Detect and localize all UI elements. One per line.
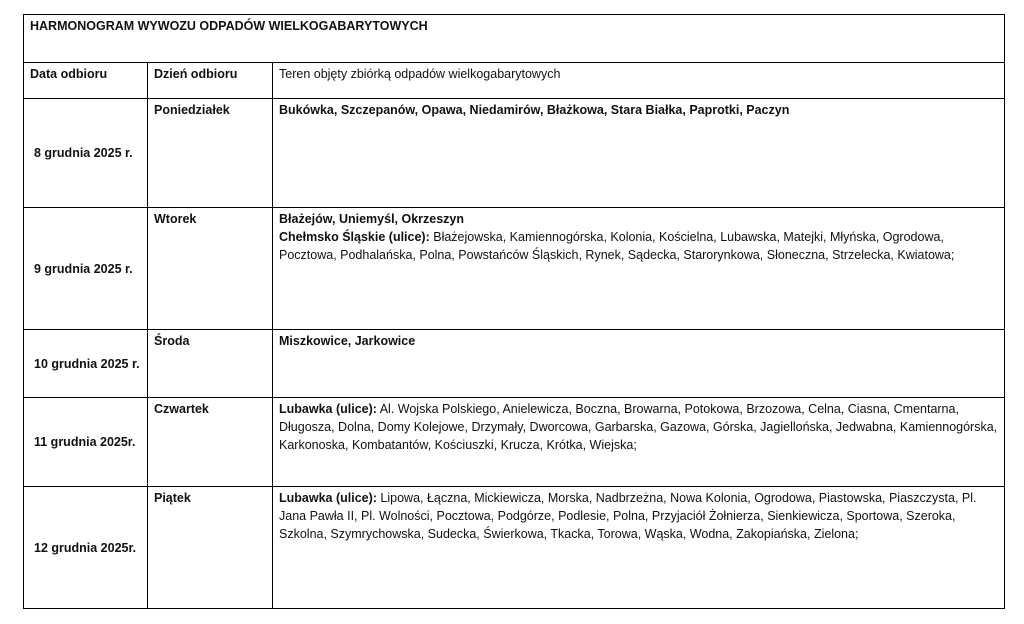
- row-day: Piątek: [148, 487, 273, 609]
- area-street-list: Lipowa, Łączna, Mickiewicza, Morska, Nadbrzeżna, Nowa Kolonia, Ogrodowa, Piastowska, Piaszczysta, Pl. Jana Pawła II, Pl. Wolności, Pocztowa, Podgórze, Podlesie, Polna, Przyjaciół Żołnierza, Sienkiewicza, Sportowa, Szeroka, Szkolna, Szymrychowska, Sudecka, Świerkowa, Tkacka, Torowa, Wąska, Wodna, Zakopiańska, Zielona;: [279, 491, 977, 541]
- row-area: [273, 487, 1005, 609]
- area-villages: Błażejów, Uniemyśl, Okrzeszyn: [279, 212, 465, 226]
- title-row: [24, 15, 1005, 63]
- table-row: [24, 208, 1005, 330]
- area-streets: [279, 489, 998, 543]
- header-day: Dzień odbioru: [148, 63, 273, 99]
- row-area: [273, 99, 1005, 208]
- area-town-prefix: Lubawka (ulice):: [279, 491, 377, 505]
- row-date: 12 grudnia 2025r.: [24, 487, 148, 609]
- area-street-list: Al. Wojska Polskiego, Anielewicza, Boczna, Browarna, Potokowa, Brzozowa, Celna, Ciasna, Cmentarna, Długosza, Dolna, Domy Kolejowe, Drzymały, Dworcowa, Garbarska, Gazowa, Górska, Jagiellońska, Jedwabna, Kamiennogórska, Karkonoska, Kombatantów, Kościuszki, Krucza, Krótka, Wiejska;: [279, 402, 998, 452]
- row-day: Czwartek: [148, 398, 273, 487]
- row-date: 11 grudnia 2025r.: [24, 398, 148, 487]
- header-date: Data odbioru: [24, 63, 148, 99]
- row-area: [273, 208, 1005, 330]
- row-day: Poniedziałek: [148, 99, 273, 208]
- row-date: 10 grudnia 2025 r.: [24, 330, 148, 398]
- area-villages: Bukówka, Szczepanów, Opawa, Niedamirów, Błażkowa, Stara Białka, Paprotki, Paczyn: [279, 103, 790, 117]
- area-streets: [279, 228, 998, 264]
- header-area: Teren objęty zbiórką odpadów wielkogabarytowych: [273, 63, 1005, 99]
- row-area: [273, 330, 1005, 398]
- table-row: [24, 487, 1005, 609]
- area-town-prefix: Lubawka (ulice):: [279, 402, 377, 416]
- header-row: [24, 63, 1005, 99]
- document-title: HARMONOGRAM WYWOZU ODPADÓW WIELKOGABARYTOWYCH: [24, 15, 1005, 63]
- row-date: 8 grudnia 2025 r.: [24, 99, 148, 208]
- area-street-list: Błażejowska, Kamiennogórska, Kolonia, Kościelna, Lubawska, Matejki, Młyńska, Ogrodowa, Pocztowa, Podhalańska, Polna, Powstańców Śląskich, Rynek, Sądecka, Starorynkowa, Słoneczna, Strzelecka, Kwiatowa;: [279, 230, 955, 262]
- row-area: [273, 398, 1005, 487]
- table-row: [24, 398, 1005, 487]
- row-day: Środa: [148, 330, 273, 398]
- area-town-prefix: Chełmsko Śląskie (ulice):: [279, 230, 430, 244]
- area-streets: [279, 400, 998, 454]
- schedule-table: [23, 14, 1005, 609]
- area-villages: Miszkowice, Jarkowice: [279, 334, 416, 348]
- row-day: Wtorek: [148, 208, 273, 330]
- table-row: [24, 330, 1005, 398]
- table-row: [24, 99, 1005, 208]
- row-date: 9 grudnia 2025 r.: [24, 208, 148, 330]
